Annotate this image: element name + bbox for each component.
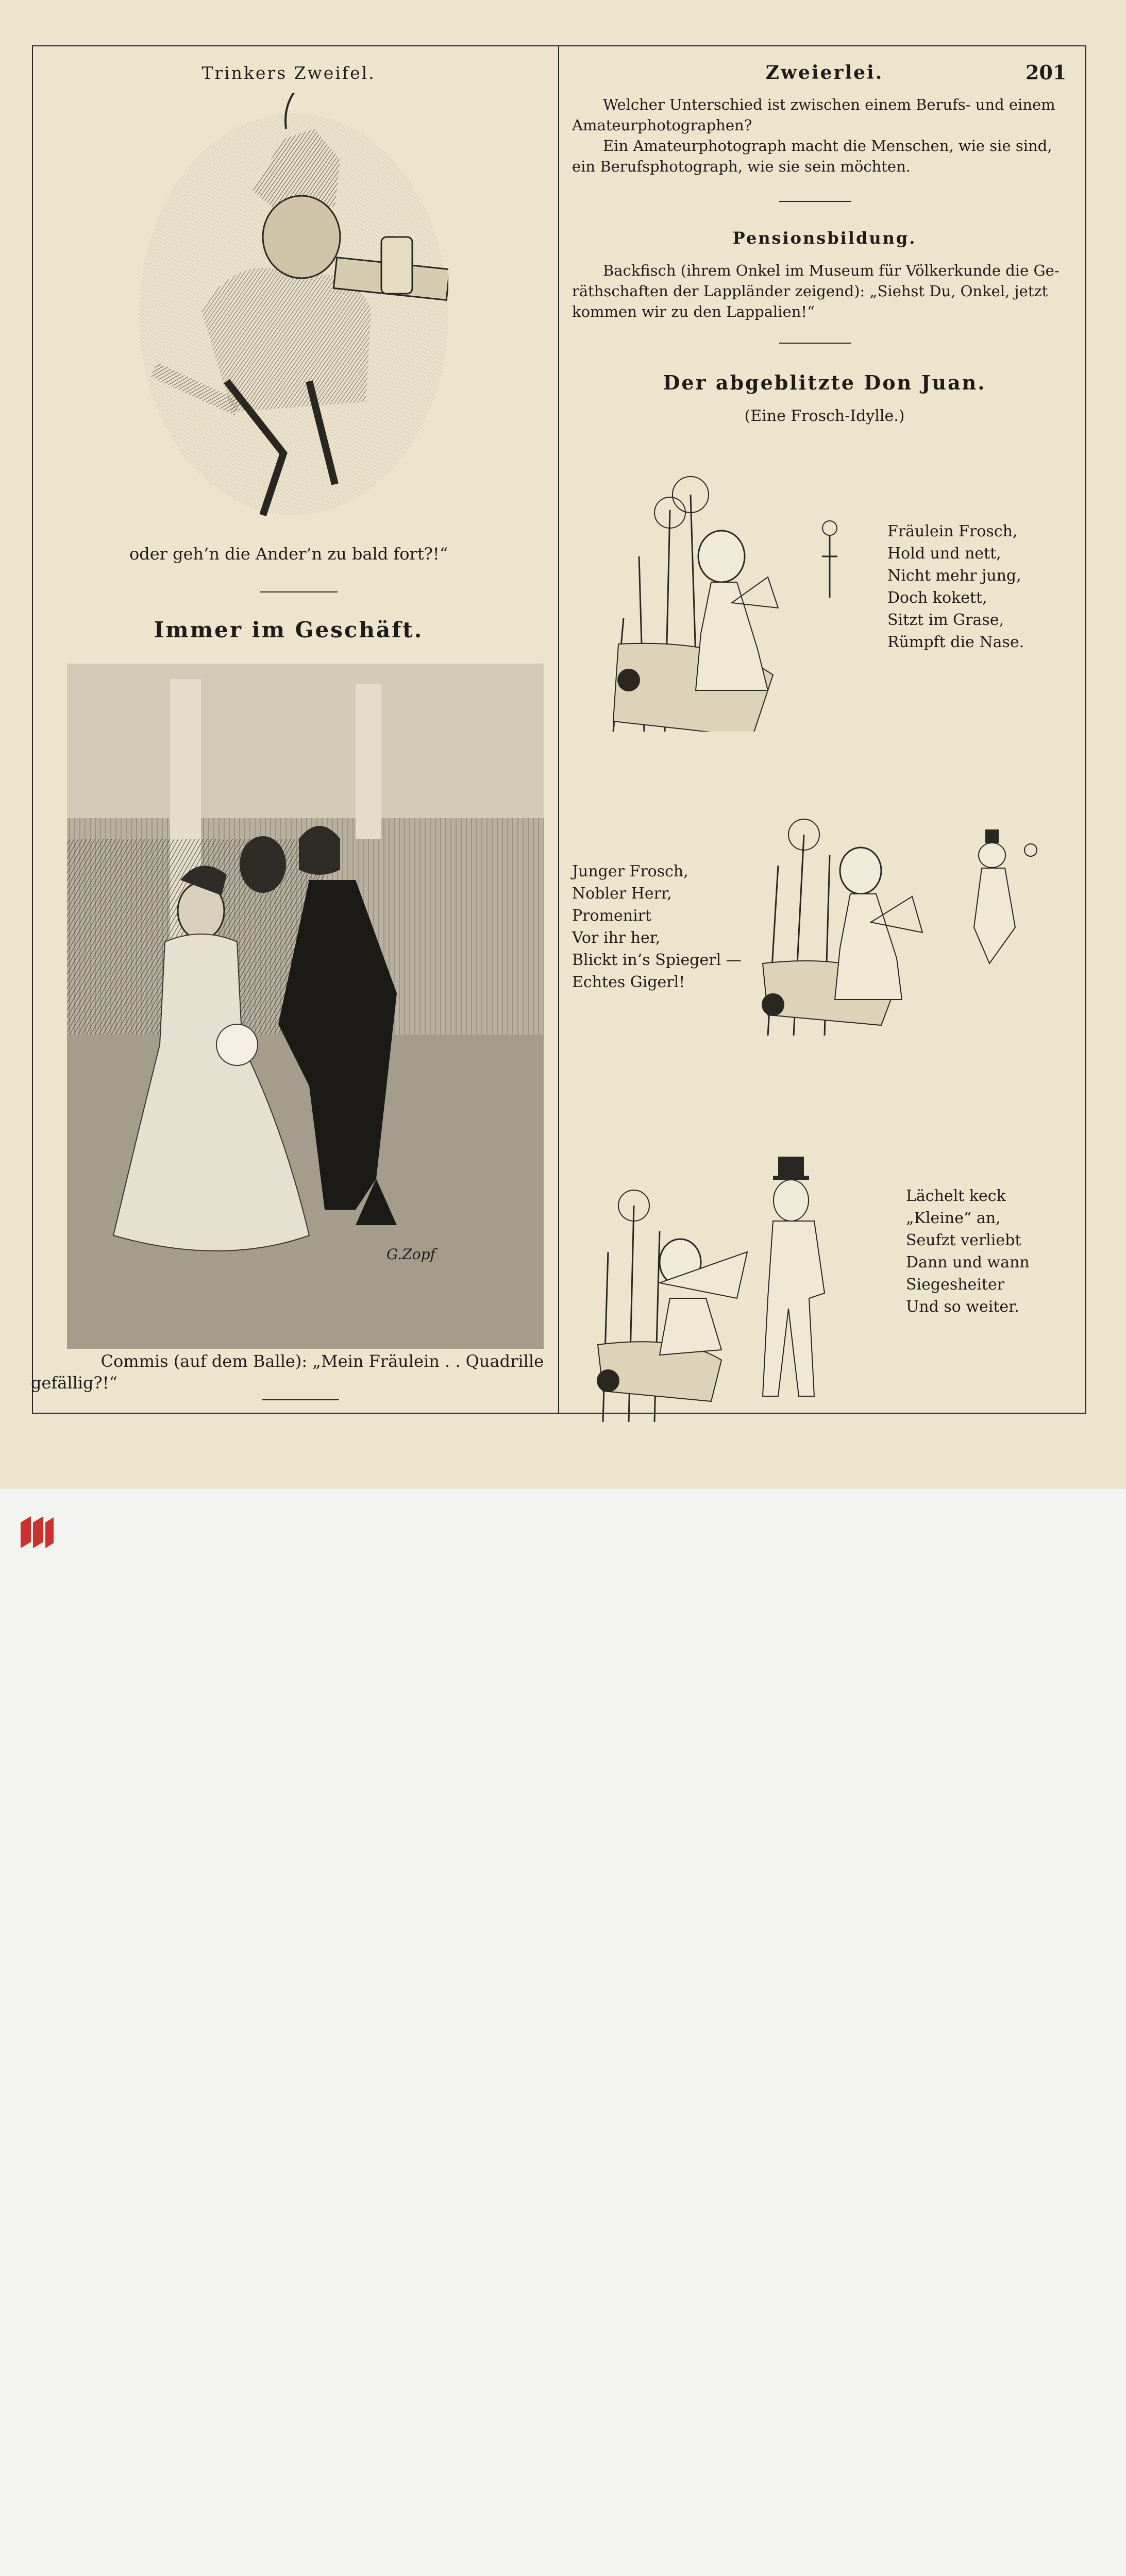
verse-line: Rümpft die Nase. <box>887 633 1024 651</box>
don-juan-subtitle: (Eine Frosch-Idylle.) <box>744 407 905 425</box>
verse-line: Nicht mehr jung, <box>887 567 1021 585</box>
verse-line: Sitzt im Grase, <box>887 611 1004 629</box>
commis-caption-line1: Commis (auf dem Balle): „Mein Fräulein . . Quadrille <box>100 1351 544 1371</box>
separator <box>779 343 851 344</box>
drinker-caption: oder geh’n die Ander’n zu bald fort?!“ <box>129 544 448 564</box>
verse-line: Nobler Herr, <box>572 885 672 903</box>
verse-line: Seufzt verliebt <box>906 1231 1021 1249</box>
verse-line: Blickt in’s Spiegerl — <box>572 951 742 969</box>
pension-title: Pensionsbildung. <box>732 228 917 248</box>
page-number: 201 <box>1026 61 1067 84</box>
verse-line: Und so weiter. <box>906 1298 1019 1316</box>
footer-bar <box>0 1489 1126 1573</box>
library-logo-icon <box>15 1512 57 1553</box>
verse-line: Promenirt <box>572 907 652 925</box>
verse-2 <box>572 860 742 993</box>
zweierlei-line: Ein Amateurphotograph macht die Menschen, wie sie sind, <box>603 137 1052 155</box>
separator <box>779 201 851 202</box>
verse-1 <box>887 520 1024 653</box>
verse-line: Hold und nett, <box>887 545 1001 563</box>
verse-3 <box>906 1185 1030 1318</box>
illustrator-signature: G.Zopf <box>386 1246 435 1263</box>
verse-line: Doch kokett, <box>887 589 987 607</box>
zweierlei-line: Welcher Unterschied ist zwischen einem Berufs- und einem <box>603 96 1055 113</box>
verse-line: Siegesheiter <box>906 1276 1005 1294</box>
separator <box>262 1399 339 1400</box>
zweierlei-line: Amateurphotographen? <box>572 116 752 134</box>
verse-line: Fräulein Frosch, <box>887 522 1018 540</box>
commis-caption-line2: gefällig?!“ <box>31 1373 117 1393</box>
verse-line: Lächelt keck <box>906 1187 1006 1205</box>
verse-line: Dann und wann <box>906 1253 1030 1272</box>
drinker-title: Trinkers Zweifel. <box>201 63 376 83</box>
verse-line: Vor ihr her, <box>572 929 661 947</box>
drinker-illustration <box>129 93 448 520</box>
frog-scene-2 <box>747 793 1046 1036</box>
business-title: Immer im Geschäft. <box>154 617 424 642</box>
pension-line: kommen wir zu den Lappalien!“ <box>572 303 815 320</box>
zweierlei-text <box>572 94 1063 177</box>
verse-line: Junger Frosch, <box>572 862 688 880</box>
don-juan-title: Der abgeblitzte Don Juan. <box>663 371 986 394</box>
zweierlei-title: Zweierlei. <box>765 62 884 83</box>
pension-line: räthschaften der Lappländer zeigend): „Siehst Du, Onkel, jetzt <box>572 282 1048 300</box>
ballroom-illustration <box>67 664 544 1349</box>
frog-scene-1 <box>603 464 855 732</box>
frog-scene-3 <box>582 1128 881 1422</box>
pension-line: Backfisch (ihrem Onkel im Museum für Völkerkunde die Ge- <box>603 262 1060 279</box>
verse-line: Echtes Gigerl! <box>572 973 685 991</box>
zweierlei-line: ein Berufsphotograph, wie sie sein möchten. <box>572 158 911 175</box>
column-divider <box>558 45 559 1414</box>
verse-line: „Kleine“ an, <box>906 1209 1001 1227</box>
pension-text <box>572 260 1063 322</box>
separator <box>260 591 338 592</box>
